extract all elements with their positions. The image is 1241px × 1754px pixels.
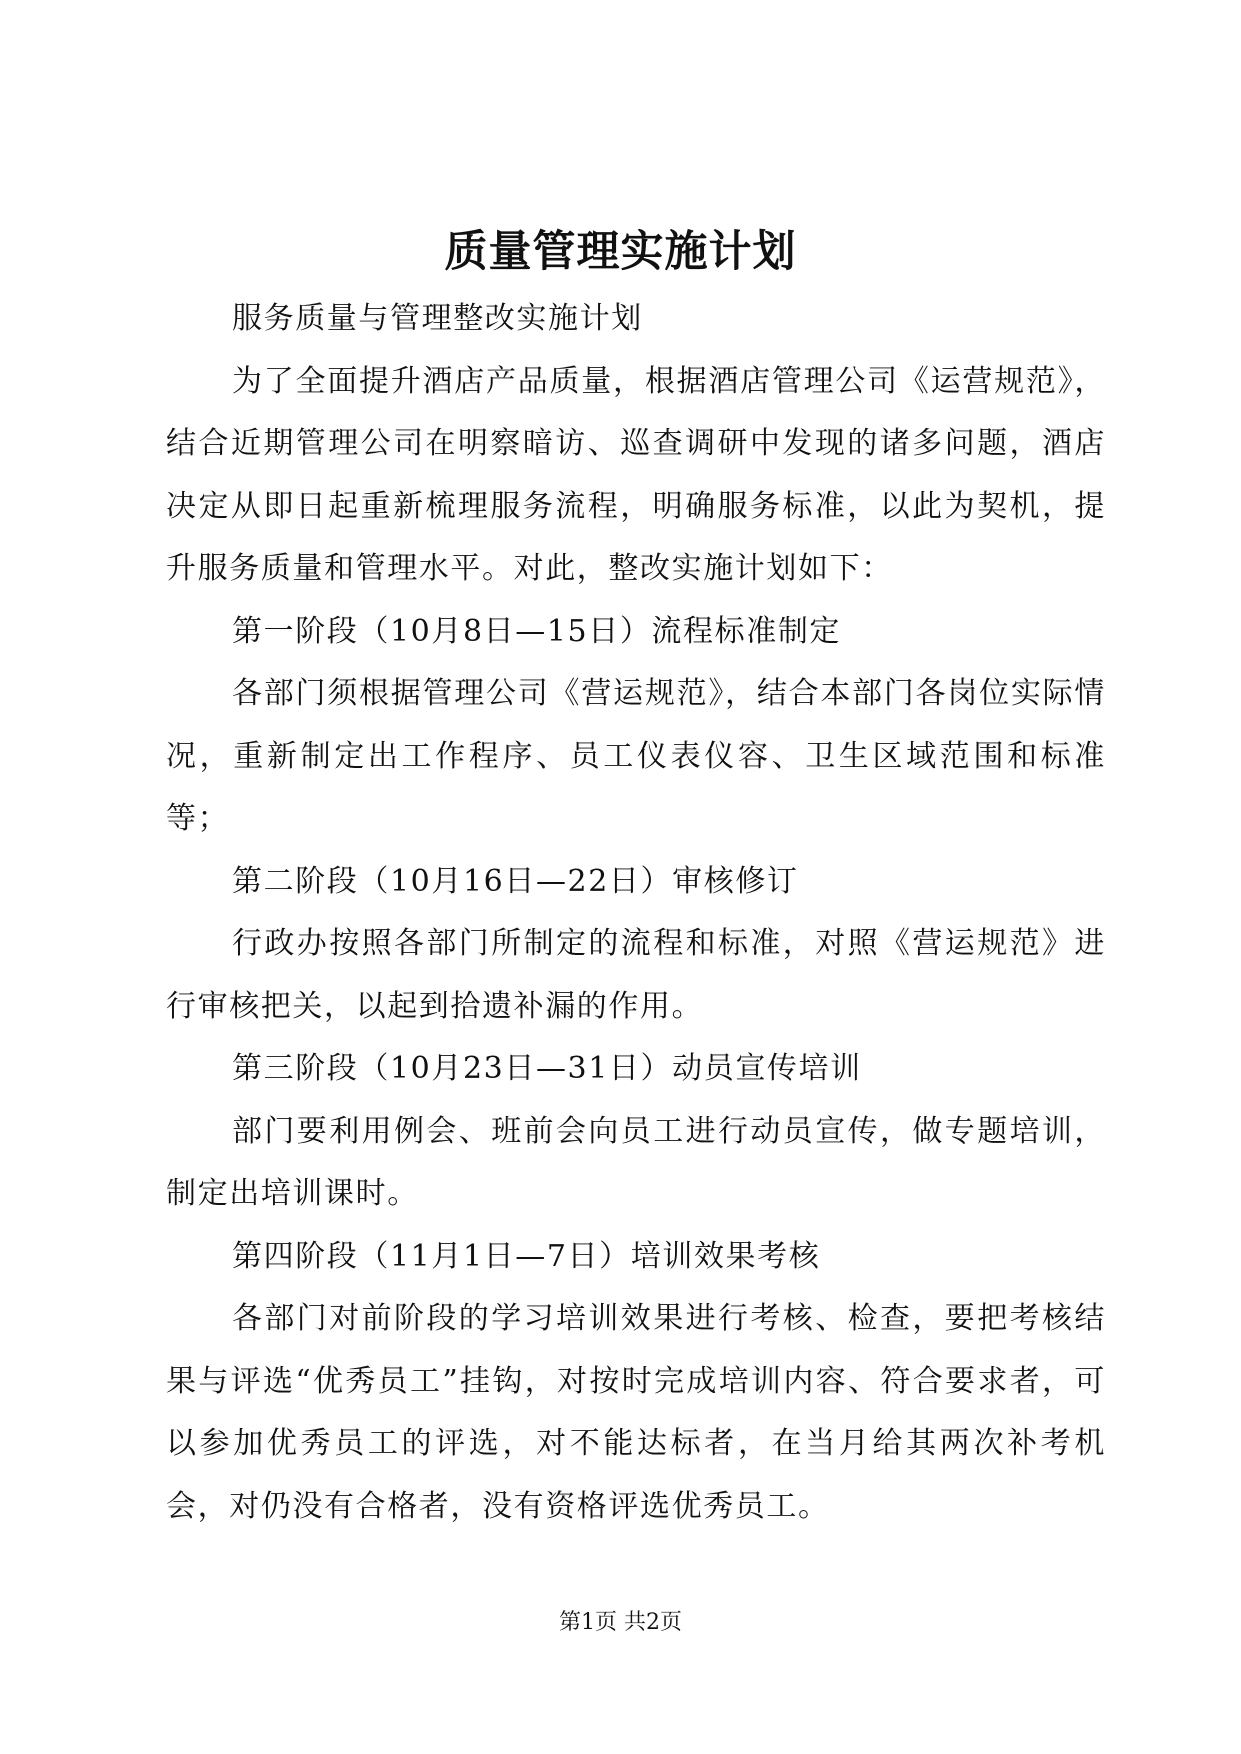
stage-2-heading: 第二阶段（10月16日—22日）审核修订: [232, 863, 799, 899]
stage-4-heading: 第四阶段（11月1日—7日）培训效果考核: [232, 1238, 821, 1274]
paragraph-subtitle: 服务质量与管理整改实施计划: [232, 301, 643, 336]
paragraph-intro: 为了全面提升酒店产品质量，根据酒店管理公司《运营规范》，结合近期管理公司在明察暗访、巡查调研中发现的诸多问题，酒店决定从即日起重新梳理服务流程，明确服务标准，以此为契机，提升服务质量和管理水平。对此，整改实施计划如下：: [166, 363, 1106, 586]
document-title: 质量管理实施计划: [444, 227, 797, 277]
stage-1-body: 各部门须根据管理公司《营运规范》，结合本部门各岗位实际情况，重新制定出工作程序、员工仪表仪容、卫生区域范围和标准等；: [166, 676, 1106, 836]
stage-3-body: 部门要利用例会、班前会向员工进行动员宣传，做专题培训，制定出培训课时。: [166, 1113, 1106, 1211]
document-body: [166, 288, 1106, 1538]
stage-3-heading: 第三阶段（10月23日—31日）动员宣传培训: [232, 1051, 862, 1086]
stage-1-heading: 第一阶段（10月8日—15日）流程标准制定: [232, 613, 842, 649]
stage-2-body: 行政办按照各部门所制定的流程和标准，对照《营运规范》进行审核把关，以起到拾遗补漏的作用。: [166, 926, 1106, 1024]
stage-4-body: 各部门对前阶段的学习培训效果进行考核、检查，要把考核结果与评选“优秀员工”挂钩，对按时完成培训内容、符合要求者，可以参加优秀员工的评选，对不能达标者，在当月给其两次补考机会，对仍没有合格者，没有资格评选优秀员工。: [166, 1301, 1106, 1524]
page-number-footer: 第1页 共2页: [559, 1610, 682, 1635]
